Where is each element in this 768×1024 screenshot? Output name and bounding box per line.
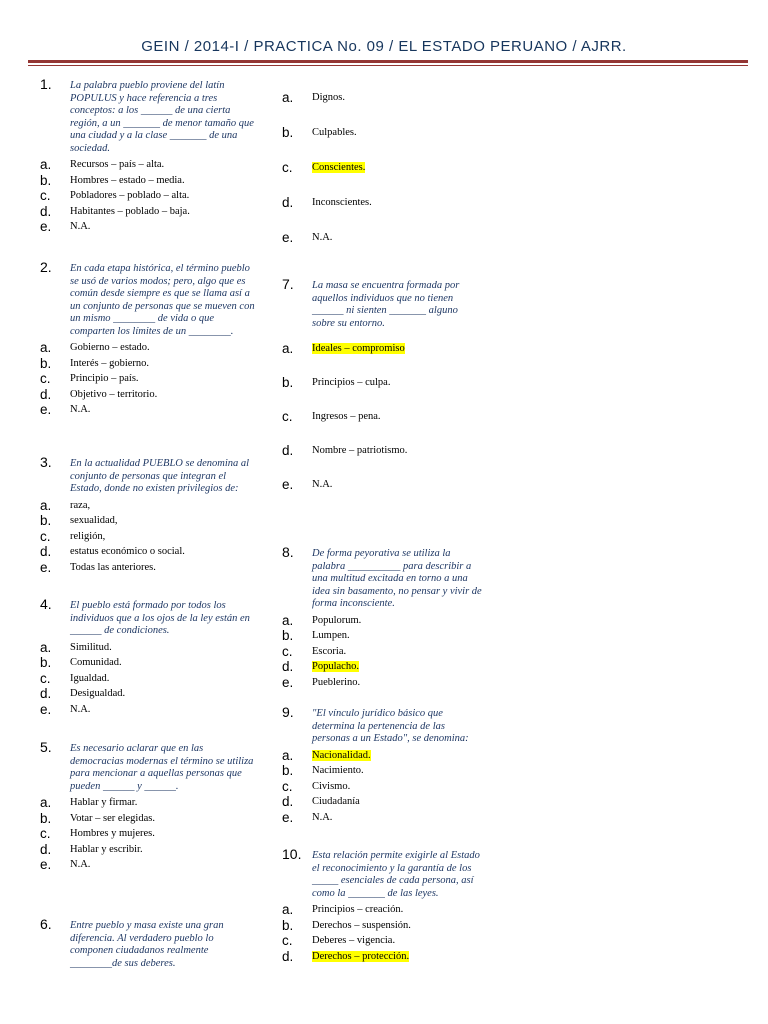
- option-text: Inconscientes.: [312, 197, 372, 208]
- answer-option[interactable]: [40, 842, 258, 858]
- option-letter: a.: [40, 639, 52, 655]
- question: [40, 596, 258, 638]
- option-text: Principio – país.: [70, 373, 139, 384]
- option-letter: a.: [40, 157, 52, 172]
- option-text: Hombres – estado – media.: [70, 174, 185, 186]
- question: [40, 259, 258, 338]
- option-letter: a.: [40, 340, 52, 355]
- question-number: 10.: [282, 846, 302, 862]
- option-letter: d.: [40, 386, 52, 402]
- question: [40, 739, 258, 793]
- option-text: Habitantes – poblado – baja.: [70, 205, 190, 217]
- option-letter: b.: [40, 355, 52, 371]
- option-letter: e.: [40, 857, 52, 872]
- answer-option[interactable]: [40, 356, 258, 372]
- option-letter: b.: [282, 917, 294, 933]
- option-text: Dignos.: [312, 92, 345, 103]
- question: [40, 916, 258, 970]
- question-number: 9.: [282, 704, 294, 720]
- option-text: Conscientes.: [312, 162, 366, 173]
- option-letter: c.: [282, 643, 293, 659]
- answer-option[interactable]: [282, 779, 482, 795]
- option-text: Igualdad.: [70, 672, 110, 684]
- answer-option[interactable]: [40, 529, 258, 545]
- option-letter: c.: [40, 528, 51, 544]
- option-text: Principios – culpa.: [312, 377, 391, 388]
- option-letter: c.: [282, 409, 293, 424]
- option-letter: c.: [282, 160, 293, 175]
- option-text: Derechos – protección.: [312, 950, 410, 962]
- answer-option[interactable]: [40, 826, 258, 842]
- option-letter: a.: [282, 612, 294, 628]
- answer-option[interactable]: [282, 794, 482, 810]
- answer-option[interactable]: [40, 513, 258, 529]
- option-letter: e.: [40, 402, 52, 417]
- question-number: 5.: [40, 739, 52, 755]
- option-letter: d.: [282, 948, 294, 964]
- answer-option[interactable]: [40, 671, 258, 687]
- option-letter: b.: [282, 375, 294, 390]
- option-letter: b.: [282, 763, 294, 778]
- question: [40, 454, 258, 496]
- answer-option[interactable]: [282, 400, 482, 434]
- option-text: Nacionalidad.: [312, 749, 371, 761]
- option-letter: c.: [40, 670, 51, 686]
- question-number: 7.: [282, 276, 294, 292]
- option-letter: b.: [40, 172, 52, 188]
- option-text: Nacimiento.: [312, 765, 364, 776]
- options-list: [40, 795, 258, 873]
- option-text: raza,: [70, 499, 91, 511]
- option-text: Deberes – vigencia.: [312, 935, 396, 946]
- option-text: Hombres y mujeres.: [70, 828, 155, 839]
- option-text: Comunidad.: [70, 657, 122, 668]
- question-number: 3.: [40, 454, 52, 470]
- option-letter: a.: [282, 341, 294, 356]
- header-rule-thin: [28, 65, 748, 66]
- answer-option[interactable]: [282, 332, 482, 366]
- options-list: [282, 613, 482, 691]
- answer-option[interactable]: [282, 613, 482, 629]
- answer-option[interactable]: [282, 763, 482, 779]
- option-text: Hablar y firmar.: [70, 797, 138, 808]
- option-letter: d.: [40, 686, 52, 701]
- page-header: GEIN / 2014-I / PRACTICA No. 09 / EL ESTADO PERUANO / AJRR.: [141, 38, 627, 55]
- option-text: Nombre – patriotismo.: [312, 445, 408, 456]
- answer-option[interactable]: [40, 204, 258, 220]
- option-text: Todas las anteriores.: [70, 561, 156, 573]
- question-block: [282, 80, 482, 255]
- option-text: Pueblerino.: [312, 676, 361, 688]
- question-block: [40, 916, 258, 972]
- option-text: Votar – ser elegidas.: [70, 812, 155, 824]
- options-list: [282, 748, 482, 826]
- answer-option[interactable]: [282, 150, 482, 185]
- answer-option[interactable]: [282, 80, 482, 115]
- option-text: N.A.: [312, 811, 333, 823]
- answer-option[interactable]: [40, 188, 258, 204]
- option-letter: e.: [282, 230, 294, 245]
- question-text: La masa se encuentra formada por aquellos individuos que no tienen ______ ni sienten _______ alguno sobre su entorno.: [312, 280, 460, 329]
- option-letter: c.: [282, 778, 293, 794]
- option-letter: d.: [40, 203, 52, 219]
- answer-option[interactable]: [40, 371, 258, 387]
- answer-option[interactable]: [282, 434, 482, 468]
- option-text: Objetivo – territorio.: [70, 388, 158, 400]
- option-text: Recursos – país – alta.: [70, 159, 165, 170]
- question-block: [282, 544, 482, 690]
- option-letter: a.: [40, 497, 52, 513]
- option-letter: d.: [40, 544, 52, 559]
- option-text: Escoria.: [312, 645, 347, 657]
- question-text: En cada etapa histórica, el término pueblo se usó de varios modos; pero, algo que es común desde siempre es que se llama así a un conjunto de personas que se mueven con un mismo ________ de vida o que comparten los límites de un ________.: [70, 263, 255, 337]
- option-text: Ciudadanía: [312, 796, 360, 807]
- options-list: [282, 332, 482, 502]
- question-block: [40, 739, 258, 873]
- question-text: Esta relación permite exigirle al Estado el reconocimiento y la garantía de los _____ esenciales de cada persona, así como la _______ de las leyes.: [312, 850, 480, 899]
- question-number: 4.: [40, 596, 52, 612]
- option-text: Hablar y escribir.: [70, 843, 143, 855]
- options-list: [40, 340, 258, 418]
- question-text: "El vínculo jurídico básico que determina la pertenencia de las personas a un Estado", se denomina:: [312, 708, 469, 744]
- answer-option[interactable]: [40, 219, 258, 235]
- question-text: En la actualidad PUEBLO se denomina al conjunto de personas que integran el Estado, donde no existen privilegios de:: [70, 458, 250, 494]
- option-text: religión,: [70, 530, 106, 542]
- question-number: 2.: [40, 259, 52, 275]
- question-block: [40, 76, 258, 235]
- option-letter: b.: [282, 628, 294, 643]
- answer-option[interactable]: [40, 544, 258, 560]
- answer-option[interactable]: [282, 468, 482, 502]
- answer-option[interactable]: [282, 644, 482, 660]
- options-list: [40, 498, 258, 576]
- option-text: estatus económico o social.: [70, 546, 185, 557]
- option-letter: d.: [282, 659, 294, 674]
- option-text: Culpables.: [312, 127, 357, 138]
- option-letter: a.: [282, 902, 294, 917]
- answer-option[interactable]: [282, 949, 482, 965]
- answer-option[interactable]: [282, 748, 482, 764]
- option-letter: b.: [40, 513, 52, 528]
- answer-option[interactable]: [40, 498, 258, 514]
- answer-option[interactable]: [282, 918, 482, 934]
- option-text: Populacho.: [312, 661, 359, 672]
- option-letter: a.: [282, 90, 294, 105]
- option-text: N.A.: [70, 221, 91, 232]
- question: [282, 276, 482, 330]
- answer-option[interactable]: [40, 795, 258, 811]
- answer-option[interactable]: [40, 560, 258, 576]
- question: [282, 544, 482, 611]
- answer-option[interactable]: [282, 185, 482, 220]
- option-letter: b.: [282, 125, 294, 140]
- question-block: [282, 276, 482, 502]
- option-text: Civismo.: [312, 780, 351, 792]
- question-text: La palabra pueblo proviene del latín POPULUS y hace referencia a tres conceptos: a los ______ de una cierta región, a un _______ de menor tamaño que una ciudad y a la clase _______ de una sociedad.: [70, 80, 254, 154]
- option-letter: d.: [282, 195, 294, 210]
- answer-option[interactable]: [40, 387, 258, 403]
- option-letter: c.: [282, 933, 293, 948]
- option-text: sexualidad,: [70, 515, 118, 526]
- options-list: [282, 902, 482, 964]
- option-text: Principios – creación.: [312, 904, 404, 915]
- question-block: [282, 704, 482, 825]
- question-block: [40, 454, 258, 575]
- option-text: N.A.: [70, 859, 91, 870]
- option-letter: c.: [40, 188, 51, 203]
- answer-option[interactable]: [40, 702, 258, 718]
- option-letter: a.: [282, 747, 294, 763]
- question-block: [40, 259, 258, 418]
- option-text: Populorum.: [312, 614, 362, 626]
- option-letter: e.: [282, 477, 294, 492]
- option-text: N.A.: [70, 404, 91, 415]
- question-block: [282, 846, 482, 964]
- options-list: [40, 640, 258, 718]
- option-text: Pobladores – poblado – alta.: [70, 190, 190, 201]
- option-text: N.A.: [312, 232, 333, 243]
- question-number: 1.: [40, 76, 52, 92]
- answer-option[interactable]: [40, 640, 258, 656]
- answer-option[interactable]: [282, 366, 482, 400]
- question-number: 8.: [282, 544, 294, 560]
- answer-option[interactable]: [282, 220, 482, 255]
- answer-option[interactable]: [40, 811, 258, 827]
- option-text: N.A.: [70, 703, 91, 715]
- answer-option[interactable]: [40, 157, 258, 173]
- answer-option[interactable]: [40, 402, 258, 418]
- answer-option[interactable]: [282, 659, 482, 675]
- question-text: Entre pueblo y masa existe una gran diferencia. Al verdadero pueblo lo componen ciudadanos realmente ________de sus deberes.: [70, 920, 224, 969]
- answer-option[interactable]: [40, 857, 258, 873]
- option-text: Gobierno – estado.: [70, 342, 150, 353]
- answer-option[interactable]: [40, 655, 258, 671]
- option-text: Ideales – compromiso: [312, 343, 405, 354]
- question-text: De forma peyorativa se utiliza la palabra __________ para describir a una multitud excitada en torno a una idea sin basamento, no pensar y vivir de forma inconsciente.: [312, 548, 482, 609]
- option-text: Similitud.: [70, 641, 112, 653]
- option-letter: e.: [282, 674, 294, 690]
- answer-option[interactable]: [282, 933, 482, 949]
- option-letter: e.: [282, 809, 294, 825]
- option-letter: e.: [40, 701, 52, 717]
- answer-option[interactable]: [40, 173, 258, 189]
- answer-option[interactable]: [282, 810, 482, 826]
- answer-option[interactable]: [40, 686, 258, 702]
- option-letter: d.: [282, 794, 294, 809]
- header-rule-thick: [28, 60, 748, 63]
- options-list: [282, 80, 482, 255]
- answer-option[interactable]: [40, 340, 258, 356]
- option-text: N.A.: [312, 479, 333, 490]
- option-text: Ingresos – pena.: [312, 411, 381, 422]
- option-letter: e.: [40, 219, 52, 234]
- answer-option[interactable]: [282, 115, 482, 150]
- answer-option[interactable]: [282, 628, 482, 644]
- option-letter: d.: [40, 841, 52, 857]
- question-number: 6.: [40, 916, 52, 932]
- option-text: Desigualdad.: [70, 688, 126, 699]
- question: [282, 704, 482, 746]
- answer-option[interactable]: [282, 902, 482, 918]
- option-letter: b.: [40, 810, 52, 826]
- option-letter: d.: [282, 443, 294, 458]
- question-text: El pueblo está formado por todos los individuos que a los ojos de la ley están en ______ de condiciones.: [70, 600, 250, 636]
- question: [282, 846, 482, 900]
- option-text: Derechos – suspensión.: [312, 919, 411, 931]
- option-letter: e.: [40, 559, 52, 575]
- options-list: [40, 157, 258, 235]
- option-letter: c.: [40, 371, 51, 386]
- option-letter: b.: [40, 655, 52, 670]
- option-letter: a.: [40, 795, 52, 810]
- question-text: Es necesario aclarar que en las democracias modernas el término se utiliza para mencionar a aquellas personas que pueden ______ y ______.: [70, 743, 254, 792]
- question: [40, 76, 258, 155]
- answer-option[interactable]: [282, 675, 482, 691]
- option-letter: c.: [40, 826, 51, 841]
- question-block: [40, 596, 258, 717]
- option-text: Lumpen.: [312, 630, 350, 641]
- option-text: Interés – gobierno.: [70, 357, 150, 369]
